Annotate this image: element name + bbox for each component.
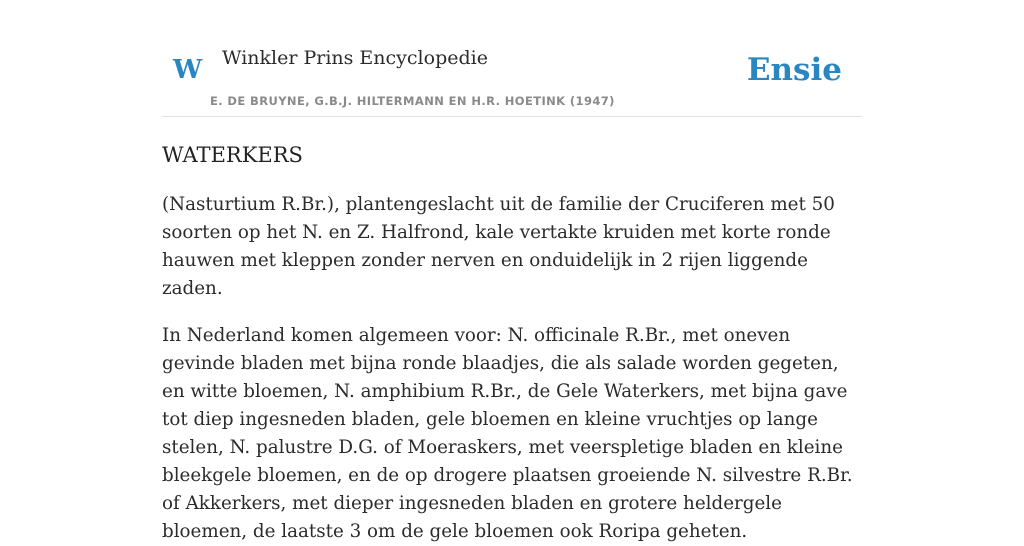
- article-paragraph: In Nederland komen algemeen voor: N. officinale R.Br., met oneven gevinde bladen met bijna ronde blaadjes, die als salade worden gegeten, en witte bloemen, N. amphibium R.Br., de Gele Waterkers, met bijna gave tot diep ingesneden bladen, gele bloemen en kleine vruchtjes op lange stelen, N. palustre D.G. of Moeraskers, met veerspletige bladen en kleine bleekgele bloemen, en de op drogere plaatsen groeiende N. silvestre R.Br. of Akkerkers, met dieper ingesneden bladen en grotere heldergele bloemen, de laatste 3 om de gele bloemen ook Roripa geheten.: [162, 325, 853, 542]
- publication-logo[interactable]: W: [173, 55, 203, 85]
- page-header: [162, 0, 862, 117]
- article: [162, 138, 862, 546]
- publication-authors: E. DE BRUYNE, G.B.J. HILTERMANN EN H.R. HOETINK (1947): [210, 94, 615, 108]
- article-paragraph: (Nasturtium R.Br.), plantengeslacht uit de familie der Cruciferen met 50 soorten op het N. en Z. Halfrond, kale vertakte kruiden met korte ronde hauwen met kleppen zonder nerven en onduidelijk in 2 rijen liggende zaden.: [162, 194, 835, 299]
- article-headword: WATERKERS: [162, 143, 303, 167]
- publication-title[interactable]: Winkler Prins Encyclopedie: [222, 47, 488, 69]
- ensie-logo[interactable]: Ensie: [746, 52, 842, 88]
